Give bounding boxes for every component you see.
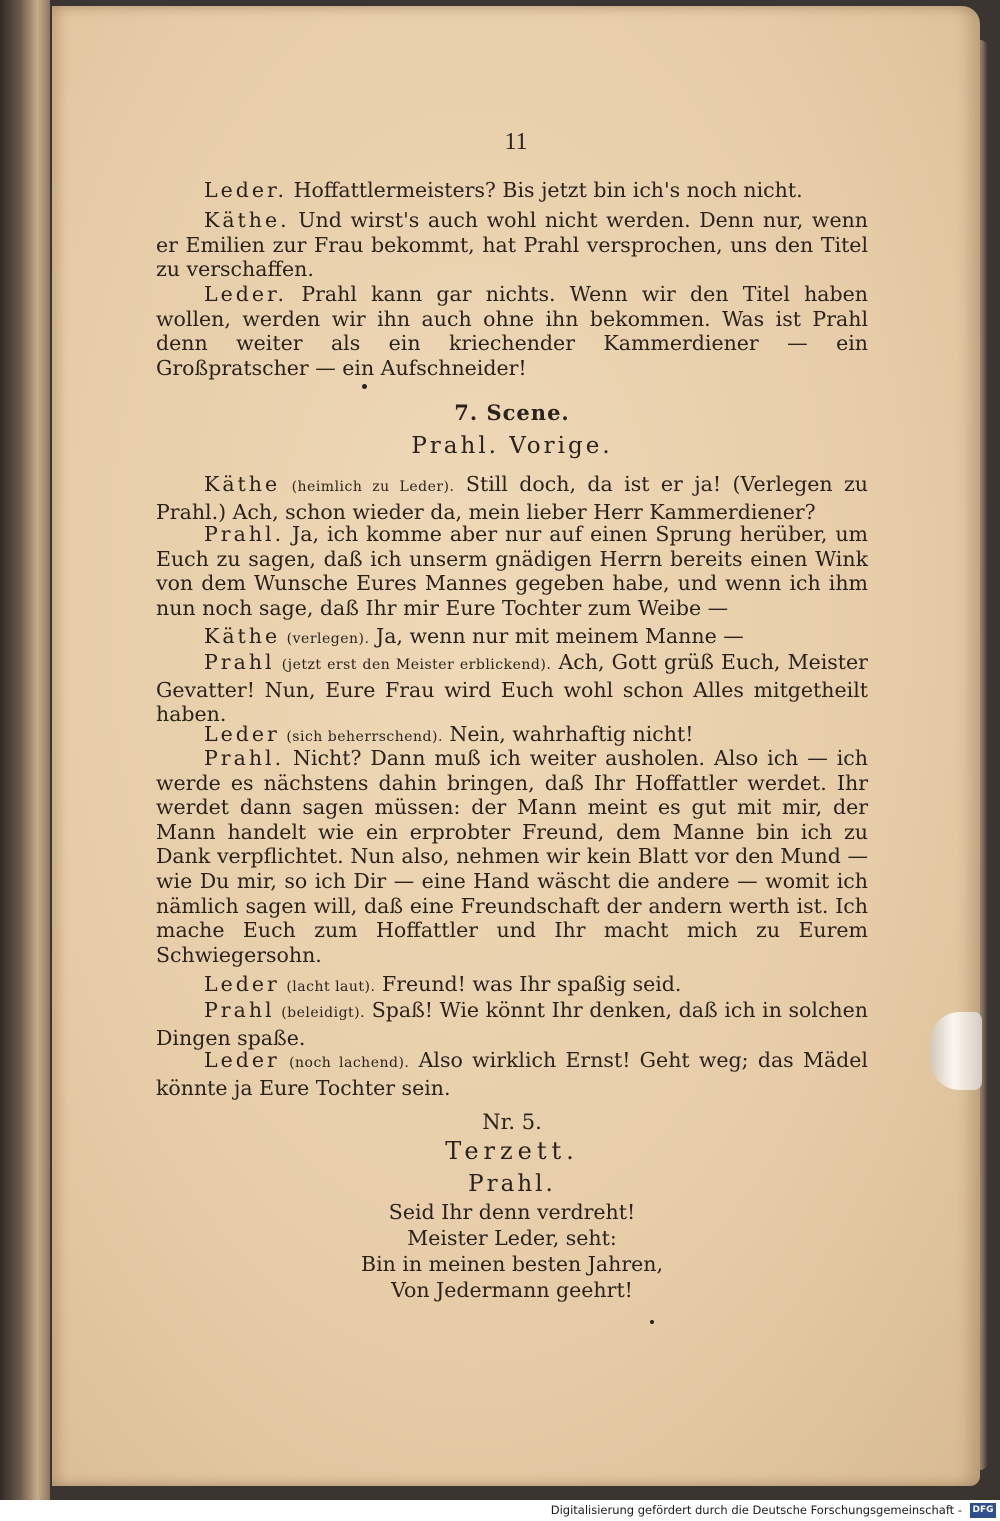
speaker-name: Leder. xyxy=(204,178,288,202)
dialogue-line-9 xyxy=(156,746,868,967)
speaker-name: Leder xyxy=(204,722,280,746)
stage-direction: (noch lachend). xyxy=(289,1055,410,1071)
dialogue-line-1 xyxy=(156,178,868,203)
speaker-name: Prahl. xyxy=(204,522,285,546)
stage-direction: (heimlich zu Leder). xyxy=(291,479,455,495)
dialogue-text: Ja, wenn nur mit meinem Manne — xyxy=(375,624,744,648)
stage-direction: (verlegen). xyxy=(286,631,370,647)
ink-speck xyxy=(650,1320,654,1324)
verse-line-3: Bin in meinen besten Jahren, xyxy=(361,1252,663,1276)
dialogue-line-3 xyxy=(156,282,868,380)
page-number: 11 xyxy=(504,129,528,155)
dialogue-line-7 xyxy=(156,650,868,727)
speaker-name: Leder xyxy=(204,972,280,996)
verse-line-1: Seid Ihr denn verdreht! xyxy=(388,1200,636,1224)
dialogue-text: Ja, ich komme aber nur auf einen Sprung herüber, um Euch zu sagen, daß ich unserm gnädigen Herrn bereits einen Wink von dem Wunsche Eures Mannes gegeben habe, und wenn ich ihm nun noch sage, daß Ihr mir Eure Tochter zum Weibe — xyxy=(156,522,868,620)
scene-heading: 7. Scene. xyxy=(454,400,570,425)
dialogue-text: Also wirklich Ernst! Geht weg; das Mädel könnte ja Eure Tochter sein. xyxy=(156,1048,868,1100)
dialogue-line-2 xyxy=(156,208,868,282)
stage-direction: (sich beherrschend). xyxy=(286,729,443,745)
dialogue-text: Ach, Gott grüß Euch, Meister Gevatter! Nun, Eure Frau wird Euch wohl schon Alles mitgetheilt haben. xyxy=(156,650,868,727)
speaker-name: Käthe xyxy=(204,624,281,648)
stage-direction: (beleidigt). xyxy=(281,1005,366,1021)
song-number: Nr. 5. xyxy=(482,1110,542,1134)
speaker-name: Leder xyxy=(204,1048,280,1072)
dialogue-line-6 xyxy=(156,624,868,652)
dialogue-line-10 xyxy=(156,972,868,1000)
dialogue-line-12 xyxy=(156,1048,868,1100)
speaker-name: Prahl xyxy=(204,650,275,674)
dialogue-text: Prahl kann gar nichts. Wenn wir den Titel haben wollen, werden wir ihn auch ohne ihn bekommen. Was ist Prahl denn weiter als ein kriechender Kammerdiener — ein Großpratscher — ein Aufschneider! xyxy=(156,282,868,380)
dialogue-text: Und wirst's auch wohl nicht werden. Denn nur, wenn er Emilien zur Frau bekommt, hat Prahl versprochen, uns den Titel zu verschaffen. xyxy=(156,208,868,282)
speaker-name: Leder. xyxy=(204,282,288,306)
dialogue-text: Freund! was Ihr spaßig seid. xyxy=(381,972,682,996)
verse-line-4: Von Jedermann geehrt! xyxy=(391,1278,633,1302)
dialogue-text: Hoffattlermeisters? Bis jetzt bin ich's noch nicht. xyxy=(293,178,803,202)
song-singer: Prahl. xyxy=(468,1171,556,1197)
digitization-credit: Digitalisierung gefördert durch die Deutsche Forschungsgemeinschaft - xyxy=(550,1503,962,1517)
stage-direction: (lacht laut). xyxy=(286,979,376,995)
dialogue-text: Spaß! Wie könnt Ihr denken, daß ich in solchen Dingen spaße. xyxy=(156,998,868,1050)
dialogue-text: Still doch, da ist er ja! (Verlegen zu Prahl.) Ach, schon wieder da, mein lieber Herr Kammerdiener? xyxy=(156,472,868,524)
speaker-name: Käthe xyxy=(204,472,281,496)
song-title: Terzett. xyxy=(445,1137,579,1165)
dialogue-line-4 xyxy=(156,472,868,524)
dialogue-line-5 xyxy=(156,522,868,620)
stage-direction: (jetzt erst den Meister erblickend). xyxy=(281,657,552,673)
verse-line-2: Meister Leder, seht: xyxy=(407,1226,617,1250)
ink-speck xyxy=(362,384,367,389)
scene-cast: Prahl. Vorige. xyxy=(411,433,613,459)
dialogue-line-11 xyxy=(156,998,868,1050)
dialogue-text: Nicht? Dann muß ich weiter ausholen. Also ich — ich werde es nächstens dahin bringen, daß Ihr Hoffattler werdet. Ihr werdet dann sagen müssen: der Mann meint es gut mit mir, der Mann handelt wie ein erprobter Freund, dem Manne bin ich zu Dank verpflichtet. Nun also, nehmen wir kein Blatt vor den Mund — wie Du mir, so ich Dir — eine Hand wäscht die andere — womit ich nämlich sagen will, daß eine Freundschaft der andern werth ist. Ich mache Euch zum Hoffattler und Ihr macht mich zu Eurem Schwiegersohn. xyxy=(156,746,868,967)
speaker-name: Prahl. xyxy=(204,746,285,770)
speaker-name: Prahl xyxy=(204,998,275,1022)
dialogue-text: Nein, wahrhaftig nicht! xyxy=(449,722,694,746)
speaker-name: Käthe. xyxy=(204,208,290,232)
dfg-logo: DFG xyxy=(970,1503,996,1518)
previous-page-edge xyxy=(0,0,50,1500)
page-marker-tab xyxy=(930,1012,982,1090)
book-page xyxy=(52,6,980,1486)
